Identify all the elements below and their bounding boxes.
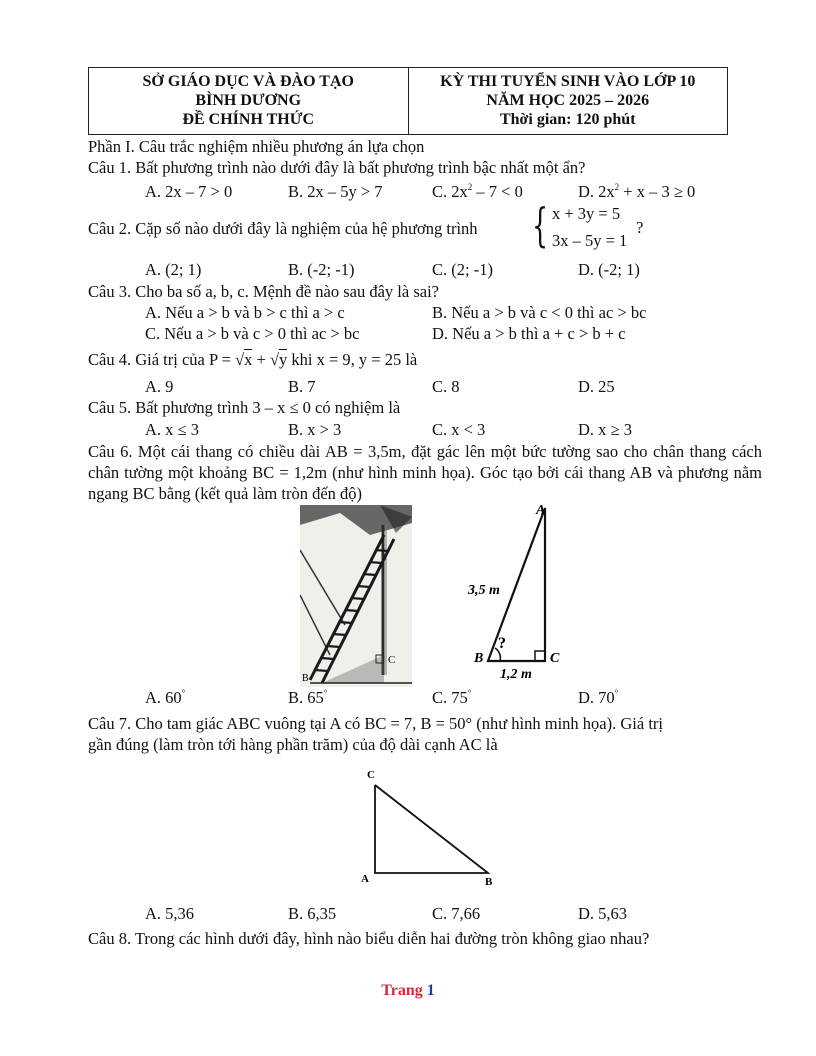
system-equation-2: 3x – 5y = 1: [552, 231, 628, 250]
question-5-option-d: D. x ≥ 3: [578, 420, 632, 439]
equation-system: [532, 198, 652, 254]
question-1-option-d: D. $2x^2 + x - 3 \ge 0$: [578, 182, 696, 201]
official-label: ĐỀ CHÍNH THỨC: [182, 111, 315, 128]
question-5-text: Câu 5. Bất phương trình 3 – x ≤ 0 có nghiệm là: [88, 398, 401, 417]
page-word: Trang: [381, 982, 423, 999]
question-6-option-d: D. 70°: [578, 688, 619, 707]
triangle-diagram: [355, 765, 505, 893]
page-number: 1: [426, 982, 435, 999]
question-2-text: Câu 2. Cặp số nào dưới đây là nghiệm của hệ phương trình: [88, 219, 478, 238]
part-title: Phần I. Câu trắc nghiệm nhiều phương án lựa chọn: [88, 137, 425, 156]
question-5-option-b: B. x > 3: [288, 420, 342, 439]
diagram-label-b: B: [474, 651, 484, 666]
question-4-option-d: D. 25: [578, 377, 615, 396]
system-equation-1: x + 3y = 5: [552, 204, 621, 223]
question-6-text: Câu 6. Một cái thang có chiều dài AB = 3,5m, đặt gác lên một bức tường sao cho chân thang cách chân tường một khoảng BC = 1,2m (như hình minh họa). Góc tạo bởi cái thang AB và phương nằm ngang BC bằng (kết quả làm tròn đến độ): [88, 442, 762, 503]
question-7-text-line2: gần đúng (làm tròn tới hàng phần trăm) của độ dài cạnh AC là: [88, 735, 498, 754]
question-7-option-b: B. 6,35: [288, 904, 337, 923]
question-2-option-a: A. (2; 1): [145, 260, 202, 279]
question-4-option-c: C. 8: [432, 377, 460, 396]
question-1-option-b: B. 2x – 5y > 7: [288, 182, 383, 201]
school-year: NĂM HỌC 2025 – 2026: [486, 92, 650, 109]
diagram-angle-label: ?: [498, 635, 506, 652]
exam-title: KỲ THI TUYỂN SINH VÀO LỚP 10: [440, 73, 696, 90]
question-2-option-b: B. (-2; -1): [288, 260, 355, 279]
question-5-option-c: C. x < 3: [432, 420, 486, 439]
question-1-option-c: C. $2x^2 - 7 < 0$: [432, 182, 523, 201]
system-question-mark: ?: [636, 218, 644, 237]
question-7-text: Câu 7. Cho tam giác ABC vuông tại A có BC = 7, B = 50° (như hình minh họa). Giá trị: [88, 714, 663, 733]
question-1-option-a: A. 2x – 7 > 0: [145, 182, 233, 201]
triangle-label-a: A: [361, 873, 369, 885]
question-3-option-c: C. Nếu a > b và c > 0 thì ac > bc: [145, 324, 360, 343]
page-footer: [0, 982, 816, 1000]
system-brace: {: [532, 198, 549, 252]
diagram-label-c: C: [550, 651, 560, 666]
sqrt-icon: √: [269, 350, 280, 369]
diagram-label-a: A: [536, 503, 546, 518]
question-6-option-a: A. 60°: [145, 688, 186, 707]
question-5-option-a: A. x ≤ 3: [145, 420, 199, 439]
question-3-option-a: A. Nếu a > b và b > c thì a > c: [145, 303, 345, 322]
exam-duration: Thời gian: 120 phút: [499, 111, 636, 128]
diagram-label-bc: 1,2 m: [500, 667, 532, 682]
question-7-option-c: C. 7,66: [432, 904, 481, 923]
question-8-text: Câu 8. Trong các hình dưới đây, hình nào biểu diễn hai đường tròn không giao nhau?: [88, 929, 650, 948]
exam-header: [88, 67, 728, 135]
province-name: BÌNH DƯƠNG: [195, 92, 302, 109]
ladder-diagram: [460, 500, 570, 682]
ladder-photo: [300, 505, 412, 687]
question-6-option-c: C. 75°: [432, 688, 472, 707]
question-4-text: Câu 4. Giá trị của P = √x + √y khi x = 9, y = 25 là: [88, 350, 418, 369]
sqrt-icon: √: [235, 350, 245, 369]
question-7-option-a: A. 5,36: [145, 904, 195, 923]
question-1-text: Câu 1. Bất phương trình nào dưới đây là bất phương trình bậc nhất một ẩn?: [88, 158, 586, 177]
question-7-option-d: D. 5,63: [578, 904, 628, 923]
department-name: SỞ GIÁO DỤC VÀ ĐÀO TẠO: [142, 73, 354, 90]
photo-label-b: B: [302, 673, 309, 684]
question-2-option-c: C. (2; -1): [432, 260, 493, 279]
photo-label-c: C: [388, 654, 396, 666]
question-4-option-b: B. 7: [288, 377, 316, 396]
question-3-option-d: D. Nếu a > b thì a + c > b + c: [432, 324, 626, 343]
question-4-option-a: A. 9: [145, 377, 174, 396]
question-6-option-b: B. 65°: [288, 688, 328, 707]
question-3-text: Câu 3. Cho ba số a, b, c. Mệnh đề nào sau đây là sai?: [88, 282, 439, 301]
header-right: [408, 68, 728, 135]
question-3-option-b: B. Nếu a > b và c < 0 thì ac > bc: [432, 303, 647, 322]
angle-b-value: B = 50°: [420, 714, 473, 733]
header-left: [89, 68, 409, 135]
diagram-label-ab: 3,5 m: [468, 583, 500, 598]
triangle-label-b: B: [485, 876, 493, 888]
triangle-label-c: C: [367, 769, 375, 781]
question-2-option-d: D. (-2; 1): [578, 260, 640, 279]
